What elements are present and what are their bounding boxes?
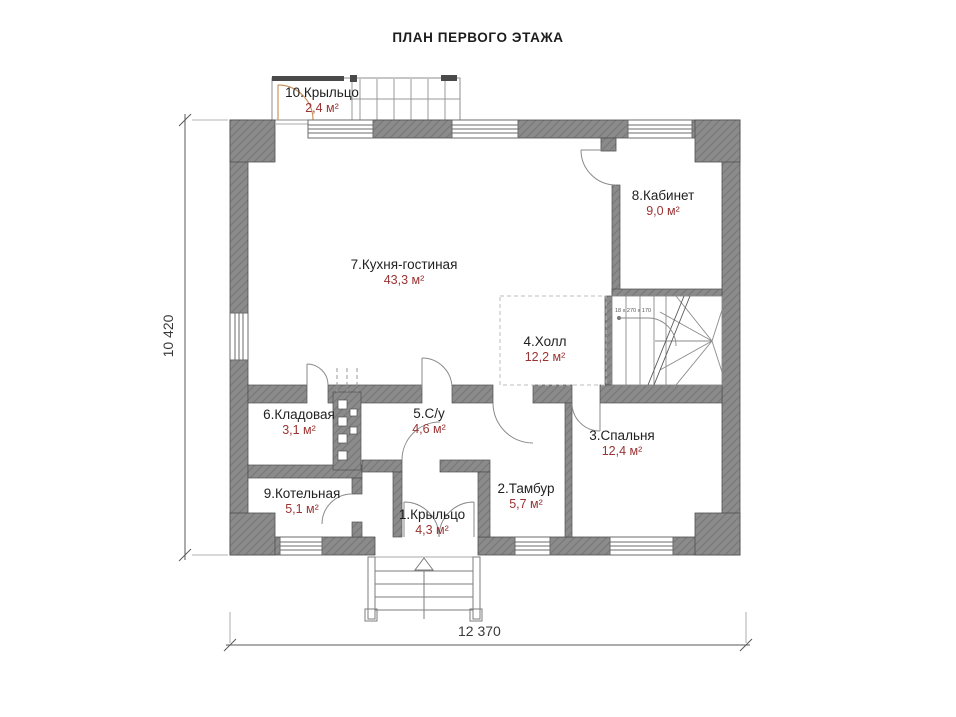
room-name: 3.Спальня <box>589 428 655 443</box>
room-name: 6.Кладовая <box>263 407 335 422</box>
entry-arrow-icon <box>415 558 433 570</box>
window-top-1 <box>308 120 373 138</box>
door-kladovaya <box>307 364 328 385</box>
window-bottom-3 <box>610 537 673 555</box>
room-label-kitchen <box>351 257 458 288</box>
room-area: 3,1 м² <box>282 423 316 437</box>
room-name: 2.Тамбур <box>497 481 555 496</box>
door-su <box>422 358 452 388</box>
window-top-2 <box>452 120 518 138</box>
stairs-dimension-note: 18 x 270 x 170 <box>615 308 652 314</box>
room-area: 12,4 м² <box>601 444 643 458</box>
room-name: 1.Крыльцо <box>398 507 466 522</box>
entry-steps <box>365 557 482 621</box>
room-label-su <box>412 406 446 437</box>
room-name: 8.Кабинет <box>631 188 695 203</box>
room-name: 5.С/у <box>413 406 445 421</box>
door-kabinet <box>581 150 616 185</box>
page-title: ПЛАН ПЕРВОГО ЭТАЖА <box>392 30 564 45</box>
door-bedroom <box>572 403 600 431</box>
window-bottom-1 <box>280 537 322 555</box>
room-name: 7.Кухня-гостиная <box>350 257 458 272</box>
window-left <box>230 313 248 360</box>
room-label-porch-top <box>285 85 359 116</box>
window-bottom-2 <box>515 537 550 555</box>
room-area: 4,3 м² <box>415 523 449 537</box>
room-area: 5,7 м² <box>509 497 543 511</box>
room-name: 9.Котельная <box>263 486 341 501</box>
room-label-porch-entry <box>399 507 465 538</box>
room-area: 5,1 м² <box>285 502 319 516</box>
room-area: 43,3 м² <box>383 273 425 287</box>
room-name: 4.Холл <box>523 334 567 349</box>
room-label-hall <box>523 334 566 365</box>
door-tambour <box>493 403 533 443</box>
dimension-width: 12 370 <box>458 623 501 639</box>
room-area: 2,4 м² <box>305 101 339 115</box>
room-area: 4,6 м² <box>412 422 446 436</box>
room-label-boiler <box>264 486 341 517</box>
window-top-3 <box>628 120 692 138</box>
room-area: 9,0 м² <box>646 204 680 218</box>
room-name: 10.Крыльцо <box>285 85 359 100</box>
room-label-bedroom <box>589 428 655 459</box>
dimension-height: 10 420 <box>160 314 176 358</box>
room-area: 12,2 м² <box>524 350 566 364</box>
room-label-kabinet <box>632 188 695 219</box>
room-label-kladovaya <box>263 407 335 438</box>
room-label-tambour <box>497 481 554 512</box>
